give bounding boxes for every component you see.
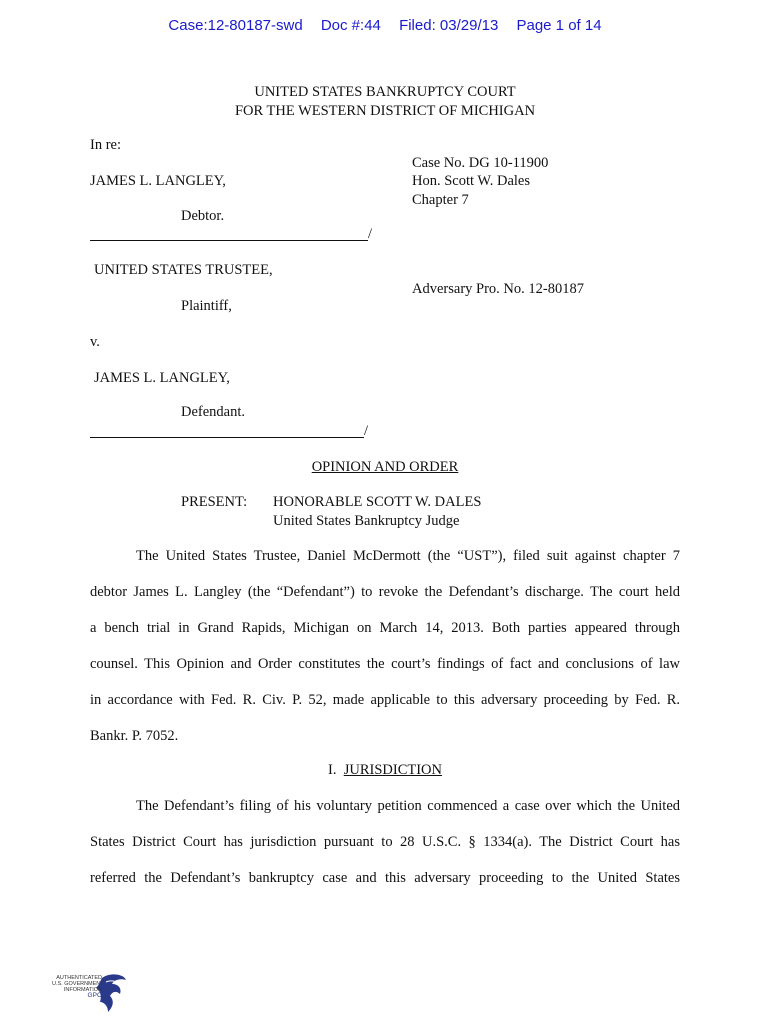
court-name-line2: FOR THE WESTERN DISTRICT OF MICHIGAN: [234, 103, 536, 119]
section-number: I.: [328, 762, 337, 778]
case-number: Case No. DG 10-11900: [412, 155, 549, 171]
gpo-seal-line: GPO: [87, 992, 102, 999]
paragraph-2-line: States District Court has jurisdiction pursuant to 28 U.S.C. § 1334(a). The District Court has: [90, 834, 680, 850]
document-title: OPINION AND ORDER: [311, 459, 459, 475]
plaintiff-name: UNITED STATES TRUSTEE,: [94, 262, 273, 278]
paragraph-2-line: The Defendant’s filing of his voluntary petition commenced a case over which the United: [136, 798, 680, 814]
paragraph-1-line: Bankr. P. 7052.: [90, 728, 179, 744]
paragraph-2-line: referred the Defendant’s bankruptcy case and this adversary proceeding to the United States: [90, 870, 680, 886]
judge-name: Hon. Scott W. Dales: [412, 173, 531, 189]
in-re-label: In re:: [90, 137, 121, 153]
paragraph-1-line: The United States Trustee, Daniel McDermott (the “UST”), filed suit against chapter 7: [136, 548, 680, 564]
gpo-seal-line: AUTHENTICATED: [56, 975, 102, 981]
caption-divider-2: [90, 437, 364, 438]
defendant-name: JAMES L. LANGLEY,: [94, 370, 230, 386]
defendant-role: Defendant.: [181, 404, 246, 420]
plaintiff-role: Plaintiff,: [181, 298, 232, 314]
adversary-number: Adversary Pro. No. 12-80187: [412, 281, 584, 297]
paragraph-1-line: in accordance with Fed. R. Civ. P. 52, made applicable to this adversary proceeding by Fed. R.: [90, 692, 680, 708]
opinion-paragraph-2: [90, 788, 680, 896]
header-doc-number: Doc #:44: [320, 17, 381, 34]
court-name-line1: UNITED STATES BANKRUPTCY COURT: [254, 84, 516, 100]
section-heading-jurisdiction: [0, 762, 770, 779]
caption-divider-1: [90, 240, 368, 241]
gpo-authentication-seal: [44, 972, 132, 1016]
debtor-name: JAMES L. LANGLEY,: [90, 173, 226, 189]
caption-slash-1: /: [368, 226, 373, 242]
gpo-seal-text: [52, 975, 102, 999]
opinion-paragraph-1: [90, 538, 680, 754]
paragraph-1-line: counsel. This Opinion and Order constitutes the court’s findings of fact and conclusions of law: [90, 656, 680, 672]
present-label: PRESENT:: [181, 494, 248, 510]
header-case-number: Case:12-80187-swd: [168, 17, 303, 34]
caption-slash-2: /: [364, 423, 369, 439]
paragraph-1-line: a bench trial in Grand Rapids, Michigan on March 14, 2013. Both parties appeared through: [90, 620, 680, 636]
header-page-number: Page 1 of 14: [516, 17, 602, 34]
present-judge-position: United States Bankruptcy Judge: [273, 513, 460, 529]
gpo-seal-line: U.S. GOVERNMENT: [52, 981, 104, 987]
gpo-seal-line: INFORMATION: [63, 987, 102, 993]
present-judge-name: HONORABLE SCOTT W. DALES: [273, 494, 482, 510]
filing-header: [0, 17, 770, 34]
chapter-label: Chapter 7: [412, 192, 469, 208]
debtor-role: Debtor.: [181, 208, 225, 224]
header-filed-date: Filed: 03/29/13: [399, 17, 499, 34]
section-title: JURISDICTION: [343, 762, 442, 778]
paragraph-1-line: debtor James L. Langley (the “Defendant”) to revoke the Defendant’s discharge. The court held: [90, 584, 680, 600]
versus-label: v.: [90, 334, 100, 350]
